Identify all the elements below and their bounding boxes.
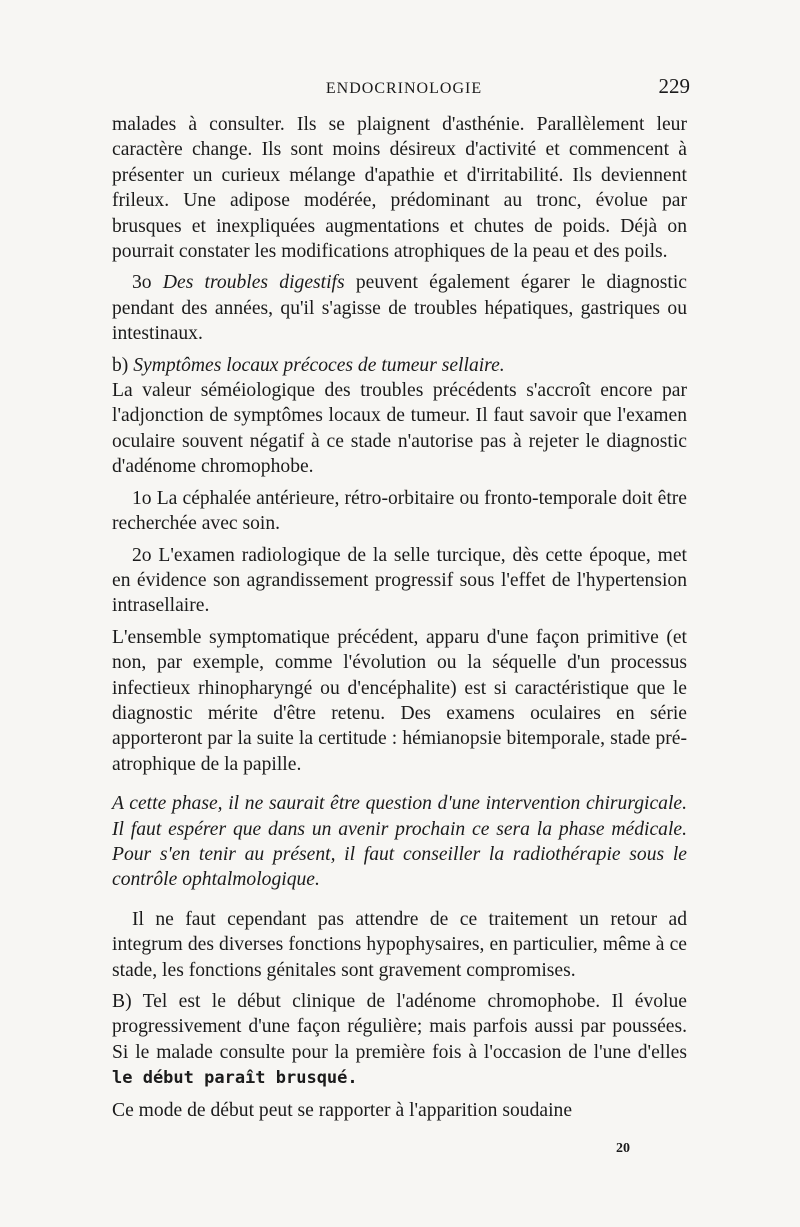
running-title: ENDOCRINOLOGIE bbox=[325, 80, 483, 97]
running-head bbox=[112, 74, 696, 104]
paragraph-clinical-onset bbox=[112, 989, 687, 1092]
item-number: 3o bbox=[132, 272, 152, 294]
page-number: 229 bbox=[658, 74, 690, 98]
paragraph-text: peuvent également égarer le diagnostic pendant des années, qu'il s'agisse de troubles hépatiques, gastriques ou intestinaux. bbox=[112, 272, 687, 345]
paragraph-asthenia: malades à consulter. Ils se plaignent d'asthénie. Parallèlement leur caractère change. Ils sont moins désireux d'activité et commencent à présenter un curieux mélange d'apathie et d'irritabilité. Ils deviennent frileux. Une adipose modérée, prédominant au tronc, évolue par brusques et inexpliquées augmentations et chutes de poids. Déjà on pourrait constater les modifications atrophiques de la peau et des poils. bbox=[112, 114, 687, 263]
paragraph-headache: 1o La céphalée antérieure, rétro-orbitaire ou fronto-temporale doit être recherchée avec soin. bbox=[112, 487, 687, 535]
paragraph-radiology: 2o L'examen radiologique de la selle turcique, dès cette époque, met en évidence son agrandissement progressif sous l'effet de l'hypertension intrasellaire. bbox=[112, 544, 687, 617]
italic-phrase: Des troubles digestifs bbox=[162, 272, 345, 294]
signature-mark: 20 bbox=[616, 1141, 630, 1156]
paragraph-sudden-onset: Ce mode de début peut se rapporter à l'apparition soudaine bbox=[112, 1099, 573, 1121]
bold-phrase: le début paraît brusqué. bbox=[112, 1068, 358, 1089]
paragraph-text: B) Tel est le début clinique de l'adénome chromophobe. Il évolue progressivement d'une façon régulière; mais parfois aussi par poussées. Si le malade consulte pour la première fois à l'occasion de l'une d'elles bbox=[112, 991, 687, 1063]
paragraph-therapy-italic: A cette phase, il ne saurait être question d'une intervention chirurgicale. Il faut espérer que dans un avenir prochain ce sera la phase médicale. Pour s'en tenir au présent, il faut conseiller la radiothérapie sous le contrôle ophtalmologique. bbox=[112, 793, 687, 891]
paragraph-semiology: La valeur séméiologique des troubles précédents s'accroît encore par l'adjonction de symptômes locaux de tumeur. Il faut savoir que l'examen oculaire souvent négatif à ce stade n'autorise pas à rejeter le diagnostic d'adénome chromophobe. bbox=[112, 380, 687, 478]
paragraph-symptom-ensemble: L'ensemble symptomatique précédent, apparu d'une façon primitive (et non, par exemple, comme l'évolution ou la séquelle d'un processus infectieux rhinopharyngé ou d'encéphalite) est si caractéristique que le diagnostic mérite d'être retenu. Des examens oculaires en série apporteront par la suite la certitude : hémianopsie bitemporale, stade pré-atrophique de la papille. bbox=[112, 626, 687, 775]
section-letter: b) bbox=[112, 354, 129, 376]
section-heading-local-symptoms bbox=[112, 353, 687, 378]
paragraph-digestive-troubles bbox=[112, 270, 687, 346]
section-heading-text: Symptômes locaux précoces de tumeur sellaire. bbox=[128, 354, 505, 376]
paragraph-treatment: Il ne faut cependant pas attendre de ce traitement un retour ad integrum des diverses fonctions hypophysaires, en particulier, même à ce stade, les fonctions génitales sont gravement compromises. bbox=[112, 908, 687, 981]
body-text bbox=[112, 112, 687, 1123]
